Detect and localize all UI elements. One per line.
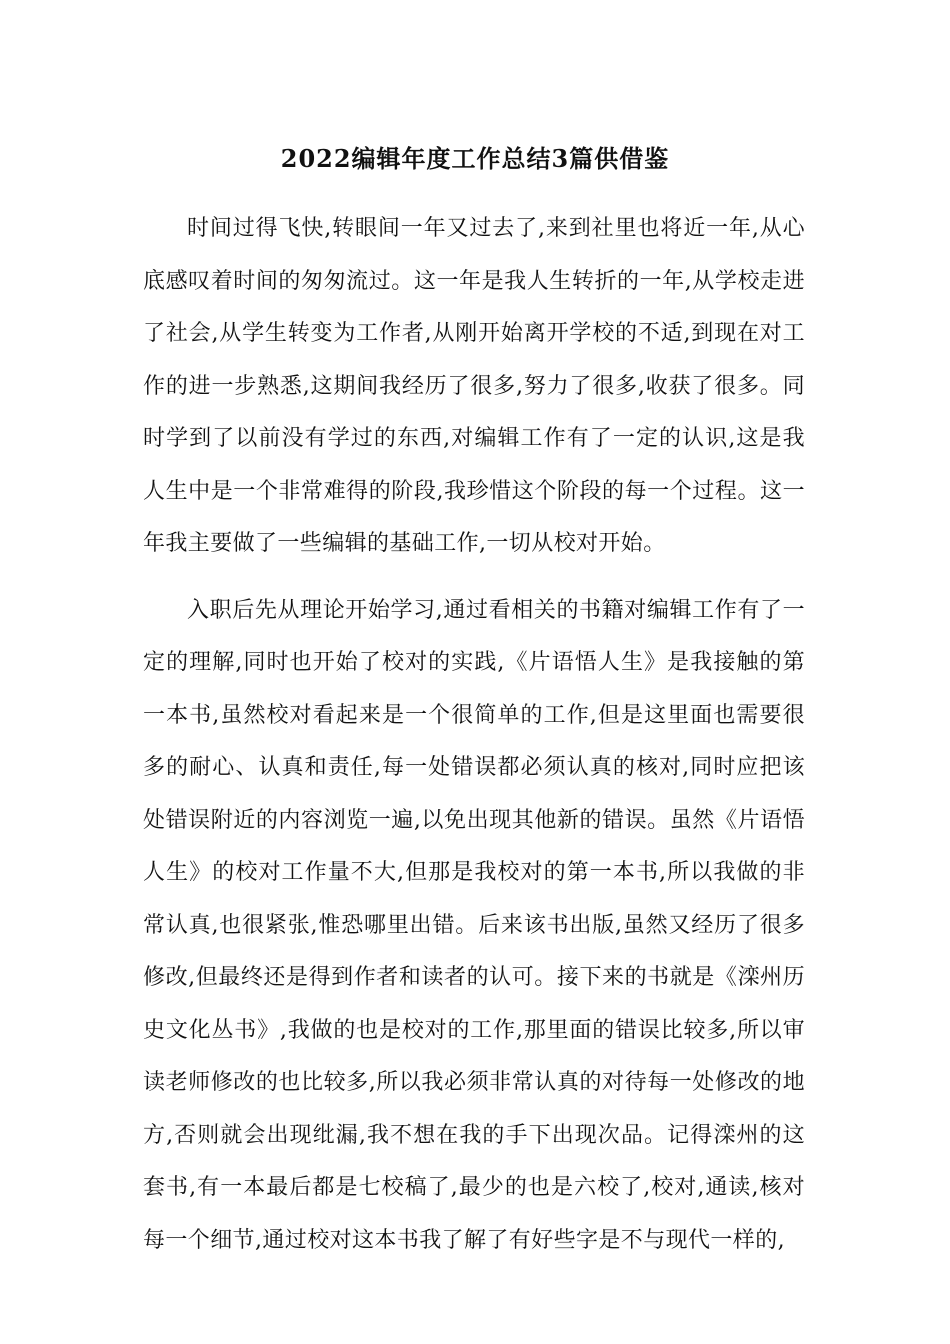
paragraph-2: 入职后先从理论开始学习,通过看相关的书籍对编辑工作有了一定的理解,同时也开始了校对的实践,《片语悟人生》是我接触的第一本书,虽然校对看起来是一个很简单的工作,但是这里面也需要很多的耐心、认真和责任,每一处错误都必须认真的核对,同时应把该处错误附近的内容浏览一遍,以免出现其他新的错误。虽然《片语悟人生》的校对工作量不大,但那是我校对的第一本书,所以我做的非常认真,也很紧张,惟恐哪里出错。后来该书出版,虽然又经历了很多修改,但最终还是得到作者和读者的认可。接下来的书就是《滦州历史文化丛书》,我做的也是校对的工作,那里面的错误比较多,所以审读老师修改的也比较多,所以我必须非常认真的对待每一处修改的地方,否则就会出现纰漏,我不想在我的手下出现次品。记得滦州的这套书,有一本最后都是七校稿了,最少的也是六校了,校对,通读,核对每一个细节,通过校对这本书我了解了有好些字是不与现代一样的, xyxy=(143,597,805,1253)
document-title: 2022编辑年度工作总结3篇供借鉴 xyxy=(280,144,670,173)
paragraph-1: 时间过得飞快,转眼间一年又过去了,来到社里也将近一年,从心底感叹着时间的匆匆流过。这一年是我人生转折的一年,从学校走进了社会,从学生转变为工作者,从刚开始离开学校的不适,到现在对工作的进一步熟悉,这期间我经历了很多,努力了很多,收获了很多。同时学到了以前没有学过的东西,对编辑工作有了一定的认识,这是我人生中是一个非常难得的阶段,我珍惜这个阶段的每一个过程。这一年我主要做了一些编辑的基础工作,一切从校对开始。 xyxy=(143,216,805,556)
document-body xyxy=(143,203,805,1267)
